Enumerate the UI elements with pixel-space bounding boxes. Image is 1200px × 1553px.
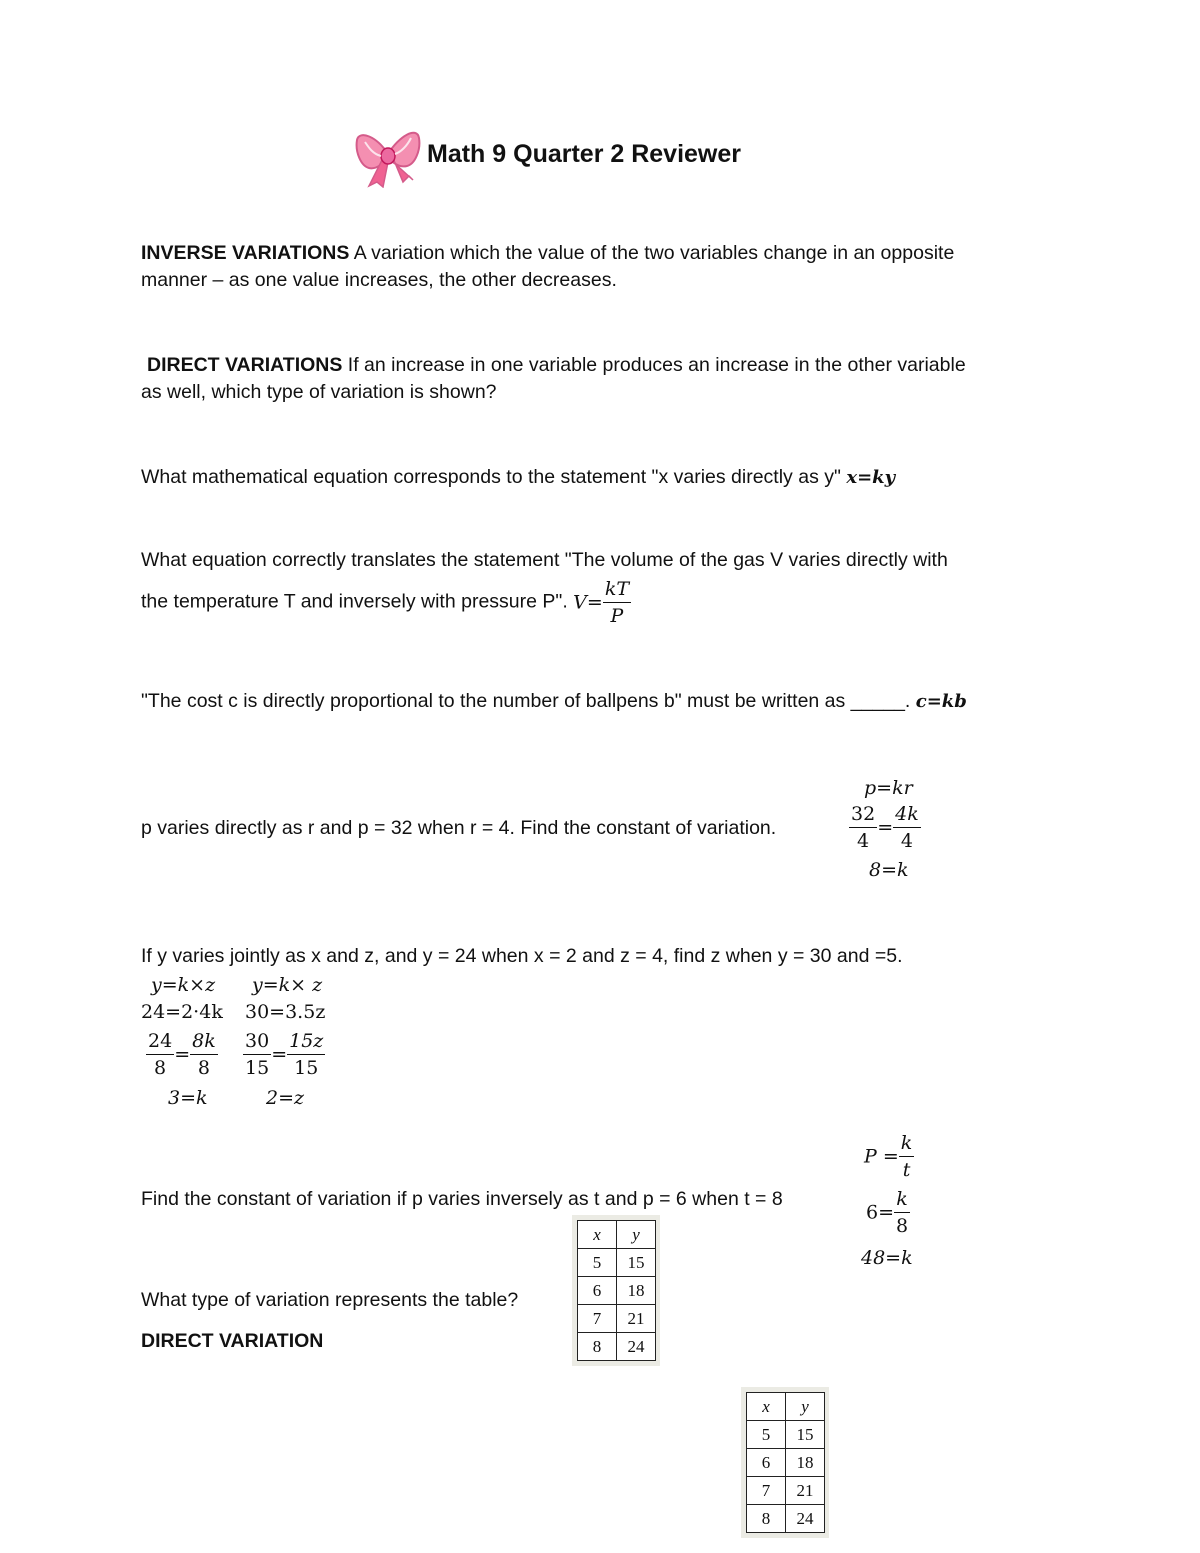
joint-left-f2-den: 8 (197, 1057, 210, 1079)
table-1-header-row (578, 1221, 656, 1249)
table-1-header-x: x (578, 1221, 617, 1249)
joint-left-f1 (146, 1028, 174, 1081)
question-table: What type of variation represents the table? (141, 1289, 519, 1311)
pr-fraction-left (849, 801, 877, 854)
table-cell: 7 (747, 1477, 786, 1505)
joint-left-f1-den: 8 (154, 1057, 167, 1079)
table-row (747, 1421, 825, 1449)
direct-line2: as well, which type of variation is shown? (141, 381, 497, 403)
question-cost (141, 688, 967, 715)
joint-right-f1 (243, 1028, 271, 1081)
inverse-term: INVERSE VARIATIONS (141, 242, 350, 264)
question-gas-line1: What equation correctly translates the statement "The volume of the gas V varies directly with (141, 549, 948, 571)
joint-right-f1-den: 15 (245, 1057, 270, 1079)
table-row (578, 1249, 656, 1277)
pr-fraction-row (849, 801, 921, 854)
table-cell: 5 (578, 1249, 617, 1277)
inv-eq1-den: t (902, 1159, 911, 1181)
joint-right-eq-sign: = (271, 1043, 288, 1066)
table-cell: 21 (617, 1305, 656, 1333)
inv-eq2-den: 8 (896, 1215, 909, 1237)
table-cell: 15 (786, 1421, 825, 1449)
title-bow-icon (355, 124, 421, 188)
inverse-definition (141, 240, 954, 267)
table-cell: 6 (747, 1449, 786, 1477)
joint-right-result: 2=z (266, 1087, 305, 1109)
table-cell: 15 (617, 1249, 656, 1277)
pr-f2-den: 4 (900, 830, 913, 852)
direct-line1: If an increase in one variable produces an increase in the other variable (347, 354, 966, 376)
table-cell: 8 (578, 1333, 617, 1361)
table-cell: 21 (786, 1477, 825, 1505)
table-cell: 24 (786, 1505, 825, 1533)
pr-eq-sign: = (877, 816, 894, 839)
joint-right-f2-den: 15 (294, 1057, 319, 1079)
joint-right-f2-num: 15z (287, 1028, 325, 1055)
joint-left-result: 3=k (168, 1087, 208, 1109)
joint-right-fraction-row (243, 1028, 325, 1081)
inv-eq1-lhs: P = (864, 1145, 899, 1168)
inv-eq1-num: k (899, 1130, 915, 1157)
joint-left-eq-sign: = (174, 1043, 191, 1066)
table-2-header-row (747, 1393, 825, 1421)
joint-left-f2 (190, 1028, 218, 1081)
joint-right-f1-num: 30 (243, 1028, 271, 1055)
table-row (747, 1477, 825, 1505)
inv-eq1 (864, 1130, 914, 1183)
question-joint: If y varies jointly as x and z, and y = 24 when x = 2 and z = 4, find z when y = 30 and =5. (141, 945, 903, 967)
question-gas-line2 (141, 576, 631, 629)
joint-right-f2 (287, 1028, 325, 1081)
gas-fraction (603, 576, 631, 629)
variation-table-2 (741, 1387, 829, 1538)
pr-result: 8=k (869, 859, 909, 881)
direct-term: DIRECT VARIATIONS (147, 354, 343, 376)
question-table-answer: DIRECT VARIATION (141, 1330, 324, 1352)
question-xky-answer: x=ky (846, 467, 896, 488)
question-xky (141, 464, 895, 491)
joint-right-eq1: y=k× z (252, 974, 323, 996)
inverse-line1: A variation which the value of the two variables change in an opposite (353, 242, 955, 264)
joint-left-fraction-row (146, 1028, 218, 1081)
pr-f1-num: 32 (849, 801, 877, 828)
inv-eq2-fraction (894, 1186, 910, 1239)
inverse-line2: manner – as one value increases, the other decreases. (141, 269, 617, 291)
table-1-header-y: y (617, 1221, 656, 1249)
table-1 (577, 1220, 656, 1361)
inv-result: 48=k (861, 1247, 913, 1269)
question-pr: p varies directly as r and p = 32 when r = 4. Find the constant of variation. (141, 817, 777, 839)
pr-fraction-right (893, 801, 921, 854)
table-cell: 7 (578, 1305, 617, 1333)
table-2 (746, 1392, 825, 1533)
page-title: Math 9 Quarter 2 Reviewer (427, 140, 742, 168)
gas-fraction-num: kT (603, 576, 631, 603)
question-cost-text: "The cost c is directly proportional to the number of ballpens b" must be written as _____. (141, 690, 911, 712)
table-2-header-x: x (747, 1393, 786, 1421)
inv-eq2 (866, 1186, 910, 1239)
table-cell: 18 (786, 1449, 825, 1477)
pr-eq1: p=kr (864, 777, 913, 799)
joint-left-f1-num: 24 (146, 1028, 174, 1055)
table-2-header-y: y (786, 1393, 825, 1421)
question-cost-answer: c=kb (915, 691, 967, 712)
table-row (578, 1333, 656, 1361)
question-inverse-const: Find the constant of variation if p varies inversely as t and p = 6 when t = 8 (141, 1188, 783, 1210)
pr-f1-den: 4 (857, 830, 870, 852)
joint-left-f2-num: 8k (190, 1028, 218, 1055)
pr-f2-num: 4k (893, 801, 921, 828)
inv-eq2-lhs: 6= (866, 1201, 895, 1224)
table-row (578, 1305, 656, 1333)
gas-eq-lhs: V= (573, 591, 603, 614)
direct-definition (147, 352, 966, 379)
question-gas-text: the temperature T and inversely with pressure P". (141, 590, 568, 613)
inv-eq1-fraction (899, 1130, 915, 1183)
table-row (578, 1277, 656, 1305)
inv-eq2-num: k (894, 1186, 910, 1213)
table-cell: 18 (617, 1277, 656, 1305)
joint-left-eq1: y=k×z (151, 974, 216, 996)
table-cell: 6 (578, 1277, 617, 1305)
question-xky-text: What mathematical equation corresponds to the statement "x varies directly as y" (141, 466, 841, 488)
table-cell: 24 (617, 1333, 656, 1361)
joint-right-eq2: 30=3.5z (245, 1001, 326, 1023)
joint-left-eq2: 24=2·4k (141, 1001, 223, 1023)
gas-fraction-den: P (610, 605, 624, 627)
table-cell: 5 (747, 1421, 786, 1449)
table-cell: 8 (747, 1505, 786, 1533)
table-row (747, 1449, 825, 1477)
variation-table-1 (572, 1215, 660, 1366)
table-row (747, 1505, 825, 1533)
